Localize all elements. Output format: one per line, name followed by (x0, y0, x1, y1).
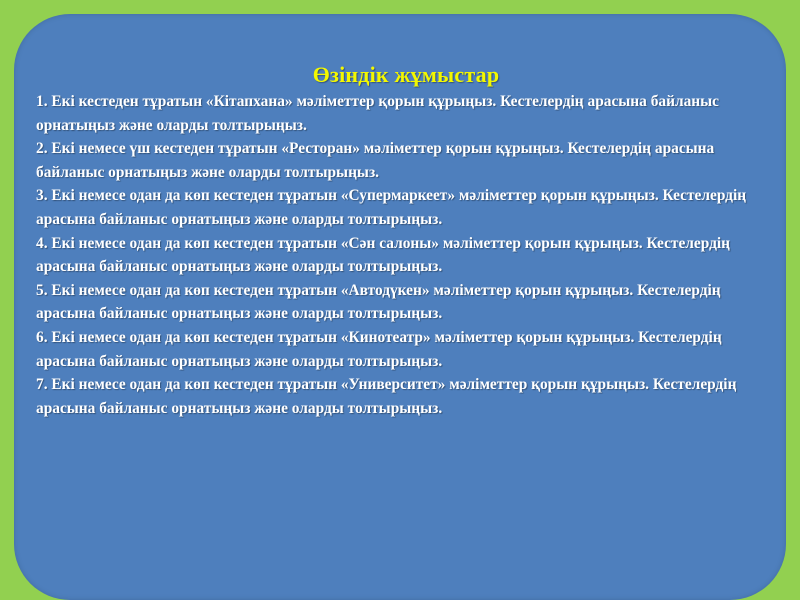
task-item-6: 6. Екі немесе одан да көп кестеден тұратын «Кинотеатр» мәліметтер қорын құрыңыз. Кестелердің арасына байланыс орнатыңыз және оларды толтырыңыз. (36, 328, 722, 370)
task-item-2: 2. Екі немесе үш кестеден тұратын «Ресторан» мәліметтер қорын құрыңыз. Кестелердің арасына байланыс орнатыңыз және оларды толтырыңыз. (36, 140, 715, 181)
task-list (36, 90, 766, 420)
task-item-4: 4. Екі немесе одан да көп кестеден тұратын «Сән салоны» мәліметтер қорын құрыңыз. Кестелердің арасына байланыс орнатыңыз және оларды толтырыңыз. (36, 234, 731, 276)
task-item-3: 3. Екі немесе одан да көп кестеден тұратын «Супермаркеет» мәліметтер қорын құрыңыз. Кестелердің арасына байланыс орнатыңыз және оларды толтырыңыз. (36, 187, 747, 228)
task-item-5: 5. Екі немесе одан да көп кестеден тұратын «Автодүкен» мәліметтер қорын құрыңыз. Кестелердің арасына байланыс орнатыңыз және оларды толтырыңыз. (36, 281, 721, 323)
slide-title: Өзіндік жұмыстар (312, 62, 500, 87)
task-item-1: 1. Екі кестеден тұратын «Кітапхана» мәліметтер қорын құрыңыз. Кестелердің арасына байланыс орнатыңыз және оларды толтырыңыз. (36, 93, 720, 134)
task-item-7: 7. Екі немесе одан да көп кестеден тұратын «Университет» мәліметтер қорын құрыңыз. Кестелердің арасына байланыс орнатыңыз және оларды толтырыңыз. (36, 376, 737, 417)
